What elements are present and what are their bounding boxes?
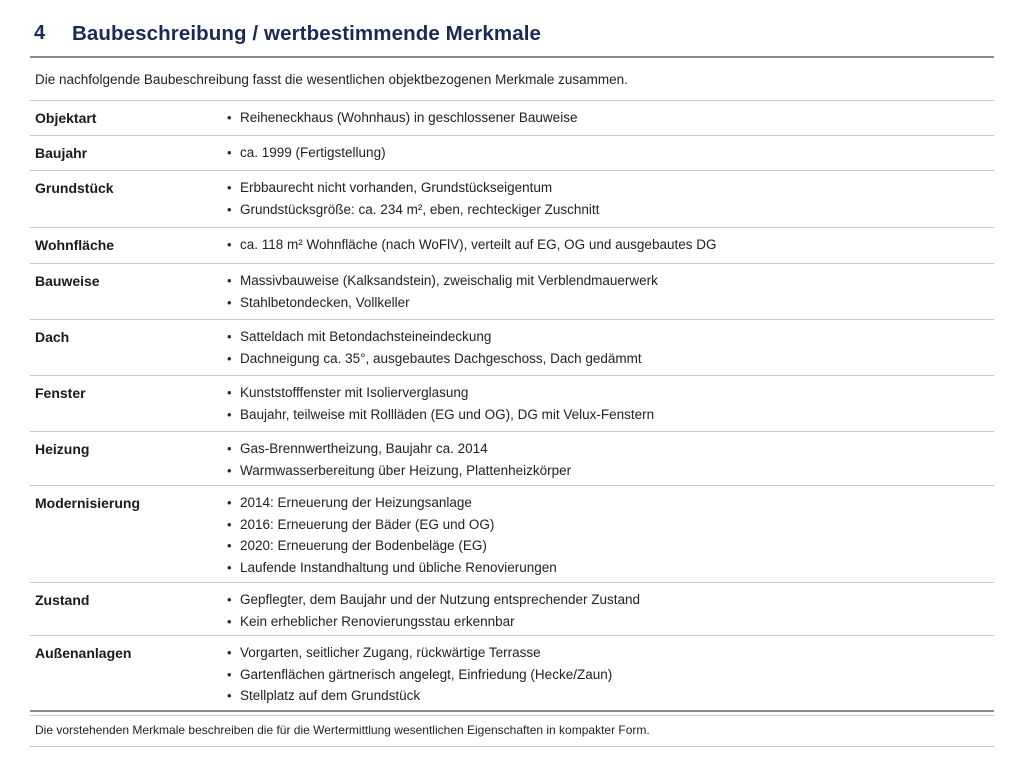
bullet-item bbox=[227, 326, 642, 348]
bullet-item bbox=[227, 142, 386, 164]
bullet-icon: • bbox=[227, 613, 232, 629]
bullet-item bbox=[227, 492, 557, 514]
bullet-text: Laufende Instandhaltung und übliche Renovierungen bbox=[240, 559, 557, 575]
row-bullet-list bbox=[227, 228, 716, 263]
bullet-item bbox=[227, 382, 654, 404]
table-row bbox=[30, 486, 994, 583]
section-title: Baubeschreibung / wertbestimmende Merkmale bbox=[72, 22, 542, 45]
bullet-icon: • bbox=[227, 180, 232, 195]
row-bullet-list bbox=[227, 486, 557, 582]
bullet-icon: • bbox=[227, 666, 232, 682]
bullet-item bbox=[227, 107, 577, 129]
bullet-item bbox=[227, 535, 557, 557]
bullet-text: Satteldach mit Betondachsteineindeckung bbox=[240, 329, 492, 344]
row-label: Außenanlagen bbox=[35, 645, 132, 661]
bullet-item bbox=[227, 348, 642, 370]
bullet-item bbox=[227, 642, 612, 664]
row-bullet-list bbox=[227, 376, 654, 431]
bullet-icon: • bbox=[227, 329, 232, 344]
bullet-icon: • bbox=[227, 294, 232, 310]
row-label: Baujahr bbox=[35, 145, 88, 161]
bullet-text: 2016: Erneuerung der Bäder (EG und OG) bbox=[240, 516, 495, 532]
bullet-text: Baujahr, teilweise mit Rollläden (EG und OG), DG mit Velux-Fenstern bbox=[240, 406, 655, 422]
intro-text: Die nachfolgende Baubeschreibung fasst die wesentlichen objektbezogenen Merkmale zusammen. bbox=[35, 72, 628, 87]
bullet-item bbox=[227, 234, 716, 256]
table-row bbox=[30, 264, 994, 320]
bullet-icon: • bbox=[227, 462, 232, 478]
bullet-item bbox=[227, 438, 571, 460]
table-row bbox=[30, 376, 994, 432]
bullet-item bbox=[227, 611, 640, 633]
bullet-text: Massivbauweise (Kalksandstein), zweischalig mit Verblendmauerwerk bbox=[240, 273, 658, 288]
table-row bbox=[30, 228, 994, 264]
bullet-text: Stellplatz auf dem Grundstück bbox=[240, 688, 421, 703]
features-table bbox=[30, 101, 994, 716]
row-label: Modernisierung bbox=[35, 495, 141, 511]
table-row bbox=[30, 171, 994, 228]
table-end-divider bbox=[30, 710, 994, 712]
bullet-item bbox=[227, 514, 557, 536]
row-label: Objektart bbox=[35, 110, 97, 126]
bullet-icon: • bbox=[227, 201, 232, 217]
section-number: 4 bbox=[34, 22, 46, 44]
bullet-item bbox=[227, 664, 612, 686]
row-bullet-list bbox=[227, 583, 640, 635]
row-label: Zustand bbox=[35, 592, 90, 608]
bullet-text: ca. 118 m² Wohnfläche (nach WoFlV), verteilt auf EG, OG und ausgebautes DG bbox=[240, 237, 717, 252]
bullet-icon: • bbox=[227, 538, 232, 553]
row-bullet-list bbox=[227, 101, 577, 135]
bullet-icon: • bbox=[227, 385, 232, 400]
bullet-text: Kein erheblicher Renovierungsstau erkennbar bbox=[240, 613, 515, 629]
bullet-text: Reiheneckhaus (Wohnhaus) in geschlossener Bauweise bbox=[240, 110, 578, 125]
bullet-icon: • bbox=[227, 559, 232, 575]
table-row bbox=[30, 432, 994, 486]
bullet-icon: • bbox=[227, 645, 232, 660]
table-row bbox=[30, 583, 994, 636]
row-label: Wohnfläche bbox=[35, 237, 115, 253]
row-label: Heizung bbox=[35, 441, 90, 457]
bullet-item bbox=[227, 270, 658, 292]
row-label: Bauweise bbox=[35, 273, 100, 289]
bullet-text: Warmwasserbereitung über Heizung, Plattenheizkörper bbox=[240, 462, 572, 478]
bullet-text: ca. 1999 (Fertigstellung) bbox=[240, 145, 386, 160]
bullet-text: Dachneigung ca. 35°, ausgebautes Dachgeschoss, Dach gedämmt bbox=[240, 350, 642, 366]
bullet-item bbox=[227, 404, 654, 426]
bullet-item bbox=[227, 557, 557, 579]
bullet-text: Stahlbetondecken, Vollkeller bbox=[240, 294, 410, 310]
bullet-icon: • bbox=[227, 516, 232, 532]
row-bullet-list bbox=[227, 171, 599, 227]
bullet-icon: • bbox=[227, 237, 232, 252]
bullet-text: Erbbaurecht nicht vorhanden, Grundstückseigentum bbox=[240, 180, 553, 195]
bullet-text: Gepflegter, dem Baujahr und der Nutzung entsprechender Zustand bbox=[240, 592, 641, 607]
footer-note: Die vorstehenden Merkmale beschreiben die für die Wertermittlung wesentlichen Eigenschaften in kompakter Form. bbox=[35, 723, 650, 737]
bullet-text: Grundstücksgröße: ca. 234 m², eben, rechteckiger Zuschnitt bbox=[240, 201, 600, 217]
table-row bbox=[30, 320, 994, 376]
footer-divider bbox=[30, 746, 994, 747]
row-bullet-list bbox=[227, 136, 386, 170]
bullet-text: Vorgarten, seitlicher Zugang, rückwärtige Terrasse bbox=[240, 645, 541, 660]
row-label: Fenster bbox=[35, 385, 86, 401]
bullet-text: Gartenflächen gärtnerisch angelegt, Einfriedung (Hecke/Zaun) bbox=[240, 666, 613, 682]
row-label: Dach bbox=[35, 329, 70, 345]
table-row bbox=[30, 136, 994, 171]
bullet-text: Kunststofffenster mit Isolierverglasung bbox=[240, 385, 469, 400]
bullet-text: 2020: Erneuerung der Bodenbeläge (EG) bbox=[240, 538, 487, 553]
bullet-icon: • bbox=[227, 592, 232, 607]
bullet-icon: • bbox=[227, 688, 232, 703]
bullet-item bbox=[227, 199, 599, 221]
bullet-icon: • bbox=[227, 145, 232, 160]
bullet-item bbox=[227, 589, 640, 611]
bullet-icon: • bbox=[227, 350, 232, 366]
row-bullet-list bbox=[227, 636, 612, 715]
row-bullet-list bbox=[227, 320, 642, 375]
bullet-icon: • bbox=[227, 441, 232, 456]
row-bullet-list bbox=[227, 264, 658, 319]
row-label: Grundstück bbox=[35, 180, 114, 196]
bullet-item bbox=[227, 292, 658, 314]
bullet-icon: • bbox=[227, 110, 232, 125]
bullet-icon: • bbox=[227, 495, 232, 510]
bullet-item bbox=[227, 177, 599, 199]
section-header bbox=[30, 14, 994, 58]
bullet-icon: • bbox=[227, 406, 232, 422]
bullet-text: Gas-Brennwertheizung, Baujahr ca. 2014 bbox=[240, 441, 488, 456]
table-row bbox=[30, 101, 994, 136]
row-bullet-list bbox=[227, 432, 571, 485]
bullet-item bbox=[227, 460, 571, 482]
table-row bbox=[30, 636, 994, 716]
bullet-icon: • bbox=[227, 273, 232, 288]
bullet-item bbox=[227, 685, 612, 707]
bullet-text: 2014: Erneuerung der Heizungsanlage bbox=[240, 495, 472, 510]
